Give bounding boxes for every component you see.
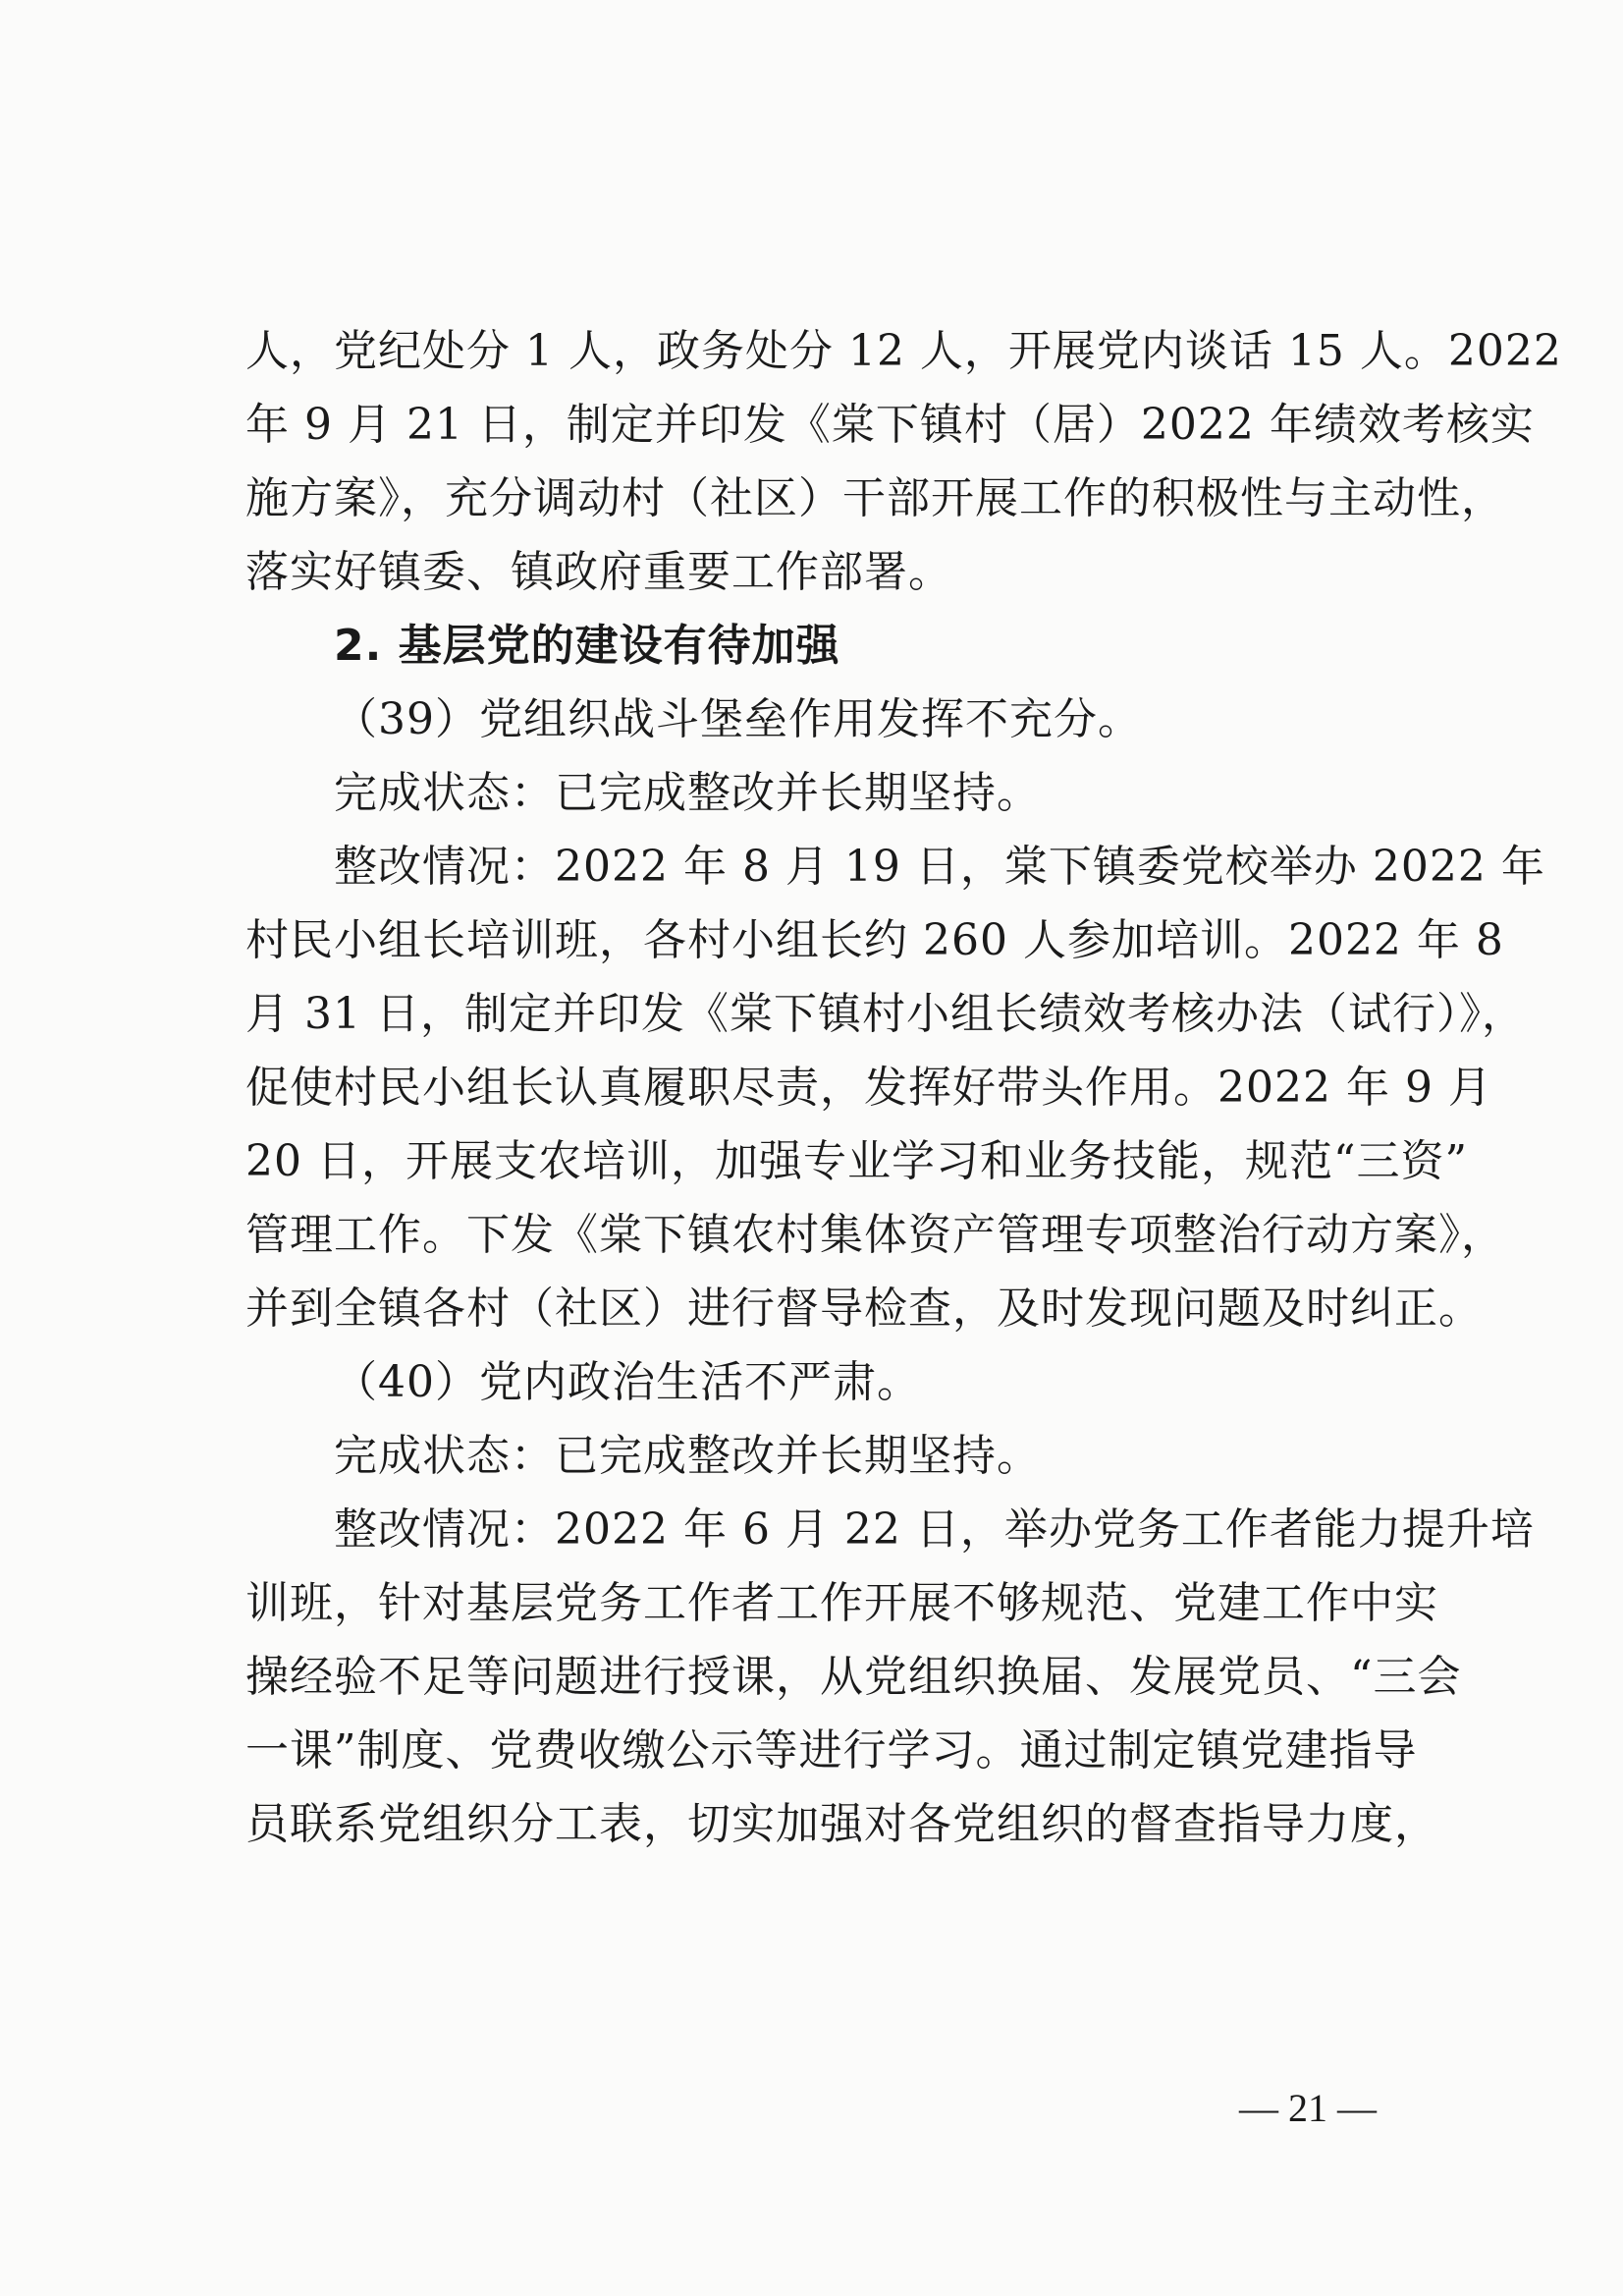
text-line: 操经验不足等问题进行授课，从党组织换届、发展党员、“三会: [245, 1652, 1462, 1702]
text-line: 并到全镇各村（社区）进行督导检查，及时发现问题及时纠正。: [245, 1284, 1483, 1334]
item-title: （40）党内政治生活不严肃。: [334, 1357, 921, 1407]
text-line: 人，党纪处分 1 人，政务处分 12 人，开展党内谈话 15 人。2022: [245, 326, 1562, 376]
text-line: 落实好镇委、镇政府重要工作部署。: [245, 547, 952, 597]
text-line: 年 9 月 21 日，制定并印发《棠下镇村（居）2022 年绩效考核实: [245, 400, 1535, 450]
paragraph-continuation: [245, 314, 1562, 609]
text-line: 整改情况：2022 年 6 月 22 日，举办党务工作者能力提升培: [334, 1504, 1535, 1555]
item-status: 完成状态：已完成整改并长期坚持。: [334, 768, 1041, 818]
text-line: 施方案》，充分调动村（社区）干部开展工作的积极性与主动性，: [245, 473, 1505, 523]
text-line: 月 31 日，制定并印发《棠下镇村小组长绩效考核办法（试行）》，: [245, 989, 1526, 1039]
text-line: 一课”制度、党费收缴公示等进行学习。通过制定镇党建指导: [245, 1725, 1418, 1776]
document-body: [245, 314, 1562, 1861]
section-heading: 2. 基层党的建设有待加强: [334, 621, 840, 671]
item-status: 完成状态：已完成整改并长期坚持。: [334, 1431, 1041, 1481]
text-line: 村民小组长培训班，各村小组长约 260 人参加培训。2022 年 8: [245, 915, 1504, 965]
text-line: 整改情况：2022 年 8 月 19 日，棠下镇委党校举办 2022 年: [334, 842, 1545, 892]
text-line: 员联系党组织分工表，切实加强对各党组织的督查指导力度，: [245, 1799, 1438, 1849]
text-line: 促使村民小组长认真履职尽责，发挥好带头作用。2022 年 9 月: [245, 1063, 1492, 1113]
text-line: 20 日，开展支农培训，加强专业学习和业务技能，规范“三资”: [245, 1136, 1468, 1186]
page-number: — 21 —: [1239, 2086, 1377, 2130]
item-title: （39）党组织战斗堡垒作用发挥不充分。: [334, 694, 1142, 744]
item-39: [245, 683, 1545, 1345]
text-line: 训班，针对基层党务工作者工作开展不够规范、党建工作中实: [245, 1578, 1438, 1628]
item-40: [245, 1345, 1535, 1861]
text-line: 管理工作。下发《棠下镇农村集体资产管理专项整治行动方案》，: [245, 1210, 1505, 1260]
